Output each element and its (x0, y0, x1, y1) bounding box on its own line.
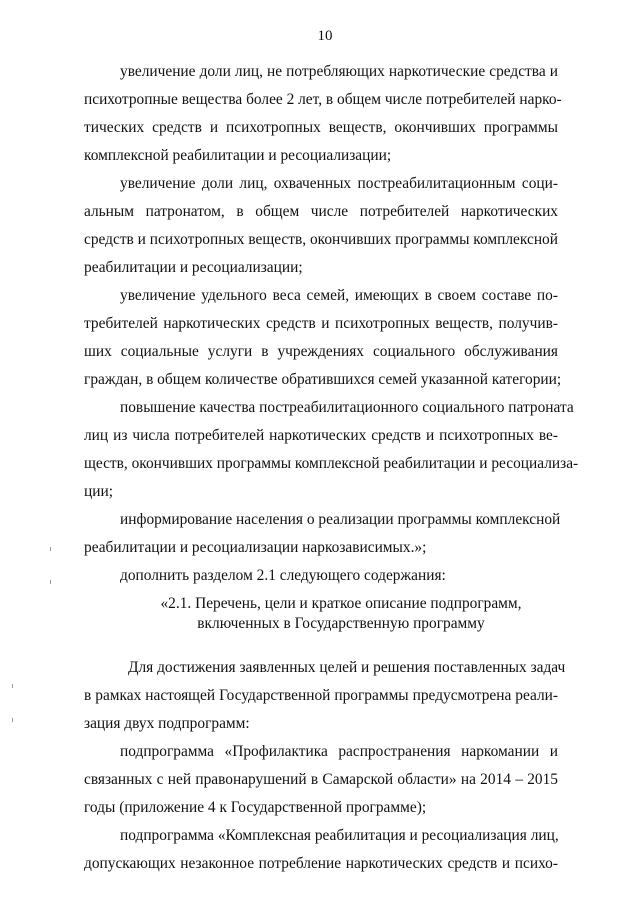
text-line: реабилитации и ресоциализации наркозависимых.»; (84, 539, 427, 556)
page-number: 10 (317, 28, 333, 44)
text-line: увеличение удельного веса семей, имеющих в своем составе по- (120, 287, 558, 304)
section-heading: «2.1. Перечень, цели и краткое описание подпрограмм, (160, 595, 522, 612)
text-line: информирование населения о реализации программы комплексной (120, 511, 561, 528)
text-line: ших социальные услуги в учреждениях социального обслуживания (84, 343, 558, 360)
text-line: тических средств и психотропных веществ, окончивших программы (84, 119, 558, 136)
text-line: увеличение доли лиц, охваченных постреабилитационным соци- (120, 175, 558, 192)
text-line: лиц из числа потребителей наркотических средств и психотропных ве- (84, 427, 558, 444)
text-line: граждан, в общем количестве обратившихся семей указанной категории; (84, 371, 562, 388)
text-line: годы (приложение 4 к Государственной программе); (84, 799, 427, 816)
text-line: альным патронатом, в общем числе потребителей наркотических (84, 203, 558, 220)
text-line: комплексной реабилитации и ресоциализации; (84, 147, 392, 164)
text-line: дополнить разделом 2.1 следующего содержания: (120, 567, 446, 584)
text-line: в рамках настоящей Государственной программы предусмотрена реали- (84, 687, 558, 704)
text-line: связанных с ней правонарушений в Самарской области» на 2014 – 2015 (84, 771, 558, 788)
text-line: зация двух подпрограмм: (84, 715, 250, 732)
scan-mark (12, 684, 13, 688)
text-line: Для достижения заявленных целей и решения поставленных задач (128, 659, 566, 676)
text-line: средств и психотропных веществ, окончивших программы комплексной (84, 231, 558, 248)
text-line: повышение качества постреабилитационного социального патроната (120, 399, 574, 416)
text-line: требителей наркотических средств и психотропных веществ, получив- (84, 315, 558, 332)
text-line: реабилитации и ресоциализации; (84, 259, 303, 276)
scan-mark (50, 580, 51, 584)
text-line: ции; (84, 483, 113, 500)
text-line: подпрограмма «Профилактика распространения наркомании и (120, 743, 558, 760)
text-line: ществ, окончивших программы комплексной реабилитации и ресоциализа- (84, 455, 579, 472)
section-heading: включенных в Государственную программу (197, 615, 485, 632)
text-line: допускающих незаконное потребление наркотических средств и психо- (84, 855, 558, 872)
scan-mark (12, 718, 13, 722)
text-line: увеличение доли лиц, не потребляющих наркотические средства и (120, 63, 558, 80)
scan-mark (50, 547, 51, 551)
text-line: психотропные вещества более 2 лет, в общем числе потребителей нарко- (84, 91, 562, 108)
text-line: подпрограмма «Комплексная реабилитация и ресоциализация лиц, (120, 827, 559, 844)
